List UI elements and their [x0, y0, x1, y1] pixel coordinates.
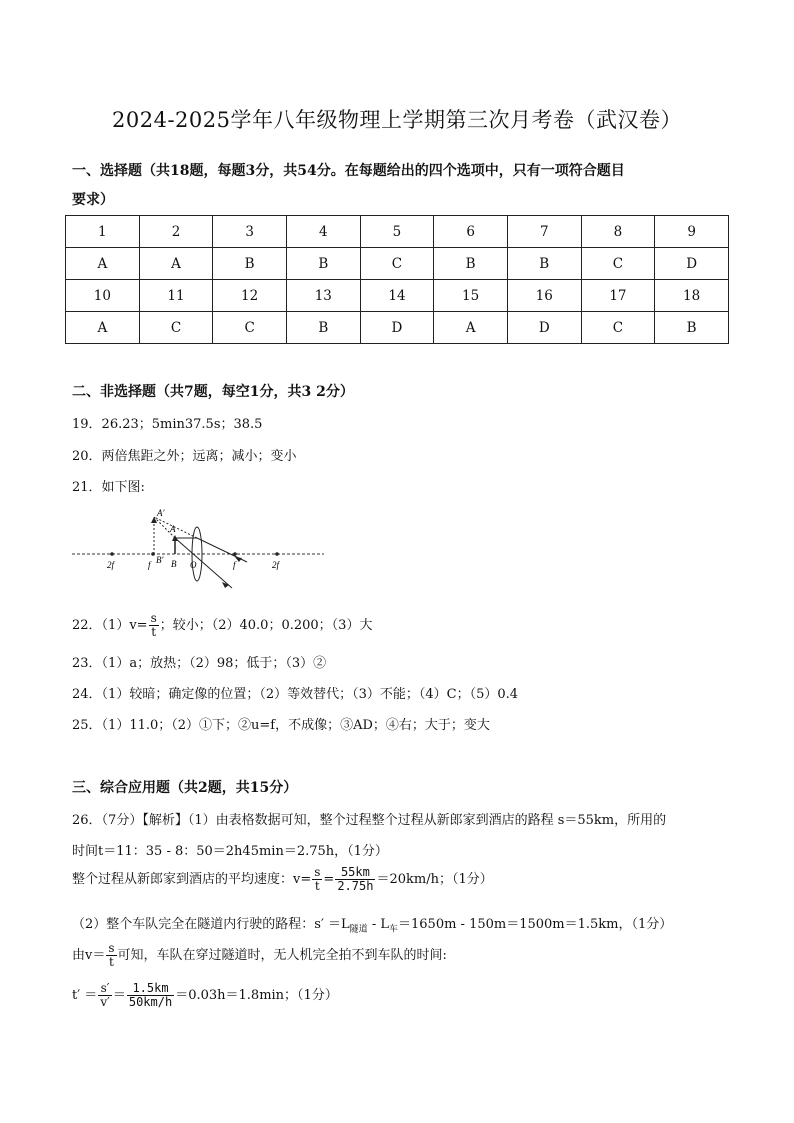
question-number-cell: 11 — [139, 280, 213, 312]
ray-through-center — [175, 538, 232, 588]
q26-line5-suffix: 可知，车队在穿过隧道时，无人机完全拍不到车队的时间: — [117, 948, 447, 963]
q26-line6-prefix: t′ ＝ — [72, 988, 98, 1003]
answer-cell: B — [286, 248, 360, 280]
q26-sub-car: 车 — [388, 924, 398, 935]
answer-cell: B — [213, 248, 287, 280]
point-2f-right — [275, 552, 279, 556]
question-number-cell: 8 — [581, 216, 655, 248]
q26-den1: t — [314, 879, 320, 893]
q26-num4: s′ — [98, 982, 112, 996]
answer-cell: D — [507, 312, 581, 344]
q26-den5: 50km/h — [128, 995, 173, 1009]
answer-cell: C — [581, 312, 655, 344]
answer-table-row — [66, 312, 729, 344]
question-number-cell: 4 — [286, 216, 360, 248]
q26-eq2: ＝ — [112, 988, 126, 1003]
q26-line3 — [72, 866, 493, 893]
answer-cell: C — [139, 312, 213, 344]
q26-line5 — [72, 942, 447, 969]
answer-cell: A — [66, 312, 140, 344]
answer-cell: C — [213, 312, 287, 344]
q26-num3: s — [108, 941, 115, 955]
q26-num5: 1.5km — [127, 982, 174, 996]
q26-fraction-2 — [335, 866, 375, 893]
label-a-prime: A′ — [157, 508, 165, 518]
label-b: B — [171, 559, 177, 569]
question-number-cell: 9 — [655, 216, 729, 248]
q22-fraction — [149, 612, 159, 639]
q26-eq: = — [323, 872, 335, 887]
q26-num2: 55km — [335, 866, 375, 880]
answer-cell: C — [360, 248, 434, 280]
answer-q24: 24．（1）较暗；确定像的位置；（2）等效替代；（3）不能；（4）C；（5）0.4 — [72, 687, 519, 702]
answer-q22 — [72, 612, 372, 639]
q26-fraction-4 — [98, 982, 112, 1009]
answer-cell: C — [581, 248, 655, 280]
answer-q20: 20．两倍焦距之外；远离；减小；变小 — [72, 449, 297, 464]
answer-cell: A — [434, 312, 508, 344]
page-title: 2024-2025学年八年级物理上学期第三次月考卷（武汉卷） — [112, 108, 682, 132]
answer-table-row — [66, 216, 729, 248]
label-f-left: f — [148, 560, 151, 570]
section1-heading: 一、选择题（共18题，每题3分，共54分。在每题给出的四个选项中，只有一项符合题目 — [72, 163, 625, 179]
q22-denominator: t — [151, 625, 157, 639]
answer-q25: 25．（1）11.0；（2）①下；②u=f，不成像；③AD；④右；大于；变大 — [72, 718, 490, 733]
q26-line4-c: ＝1650m - 150m＝1500m＝1.5km，（1分） — [398, 917, 673, 932]
q26-den2: 2.75h — [337, 879, 374, 893]
label-b-prime: B′ — [156, 555, 164, 565]
question-number-cell: 12 — [213, 280, 287, 312]
q26-num1: s — [314, 865, 321, 879]
question-number-cell: 15 — [434, 280, 508, 312]
question-number-cell: 3 — [213, 216, 287, 248]
question-number-cell: 16 — [507, 280, 581, 312]
q26-line4 — [72, 913, 672, 935]
lens-ray-diagram — [72, 500, 332, 600]
label-2f-left: 2f — [107, 560, 115, 570]
question-number-cell: 6 — [434, 216, 508, 248]
answer-cell: B — [655, 312, 729, 344]
answer-q19: 19．26.23；5min37.5s；38.5 — [72, 417, 263, 432]
q26-den3: t — [109, 955, 114, 969]
q26-line2: 时间t＝11：35 - 8：50＝2h45min＝2.75h，（1分） — [72, 844, 388, 859]
question-number-cell: 5 — [360, 216, 434, 248]
q22-prefix: 22．（1）v= — [72, 618, 148, 633]
label-o: O — [190, 560, 197, 570]
answer-cell: B — [434, 248, 508, 280]
question-number-cell: 2 — [139, 216, 213, 248]
answer-cell: D — [655, 248, 729, 280]
q26-line1: 26．（7分）【解析】（1）由表格数据可知，整个过程整个过程从新郎家到酒店的路程 s＝55km，所用的 — [72, 813, 667, 828]
q22-numerator: s — [150, 611, 157, 625]
answer-cell: B — [286, 312, 360, 344]
answer-cell: B — [507, 248, 581, 280]
q26-line6-suffix: ＝0.03h＝1.8min；（1分） — [175, 988, 338, 1003]
answer-cell: A — [139, 248, 213, 280]
answer-q23: 23．（1）a；放热；（2）98；低于；（3）② — [72, 656, 327, 671]
q26-line3-suffix: ＝20km/h；（1分） — [376, 872, 493, 887]
q26-sub-tunnel: 隧道 — [349, 924, 368, 935]
answer-table-row — [66, 248, 729, 280]
question-number-cell: 10 — [66, 280, 140, 312]
q26-line4-a: （2）整个车队完全在隧道内行驶的路程：s′ ＝L — [72, 917, 350, 932]
q26-den4: v′ — [100, 995, 110, 1009]
q26-line6 — [72, 982, 338, 1009]
label-a: A — [170, 524, 176, 534]
q26-line5-prefix: 由v＝ — [72, 948, 106, 963]
q26-fraction-3 — [106, 942, 116, 969]
q26-line3-prefix: 整个过程从新郎家到酒店的平均速度：v= — [72, 872, 312, 887]
answer-cell: D — [360, 312, 434, 344]
section3-heading: 三、综合应用题（共2题，共15分） — [72, 780, 298, 796]
question-number-cell: 17 — [581, 280, 655, 312]
section2-heading: 二、非选择题（共7题，每空1分，共3 2分） — [72, 384, 354, 400]
answer-table-row — [66, 280, 729, 312]
question-number-cell: 14 — [360, 280, 434, 312]
question-number-cell: 7 — [507, 216, 581, 248]
question-number-cell: 18 — [655, 280, 729, 312]
section1-heading-cont: 要求） — [72, 192, 114, 208]
q26-fraction-1 — [312, 866, 322, 893]
answer-q21: 21．如下图: — [72, 480, 145, 495]
ray-extension-1 — [154, 517, 197, 538]
answer-cell: A — [66, 248, 140, 280]
question-number-cell: 13 — [286, 280, 360, 312]
point-2f-left — [110, 552, 114, 556]
answer-table — [65, 215, 729, 344]
label-f-right: f — [233, 560, 236, 570]
q26-line4-b: - L — [367, 917, 389, 932]
question-number-cell: 1 — [66, 216, 140, 248]
q26-fraction-5 — [127, 982, 174, 1009]
q22-suffix: ；较小；（2）40.0；0.200；（3）大 — [159, 618, 373, 633]
label-2f-right: 2f — [272, 560, 280, 570]
